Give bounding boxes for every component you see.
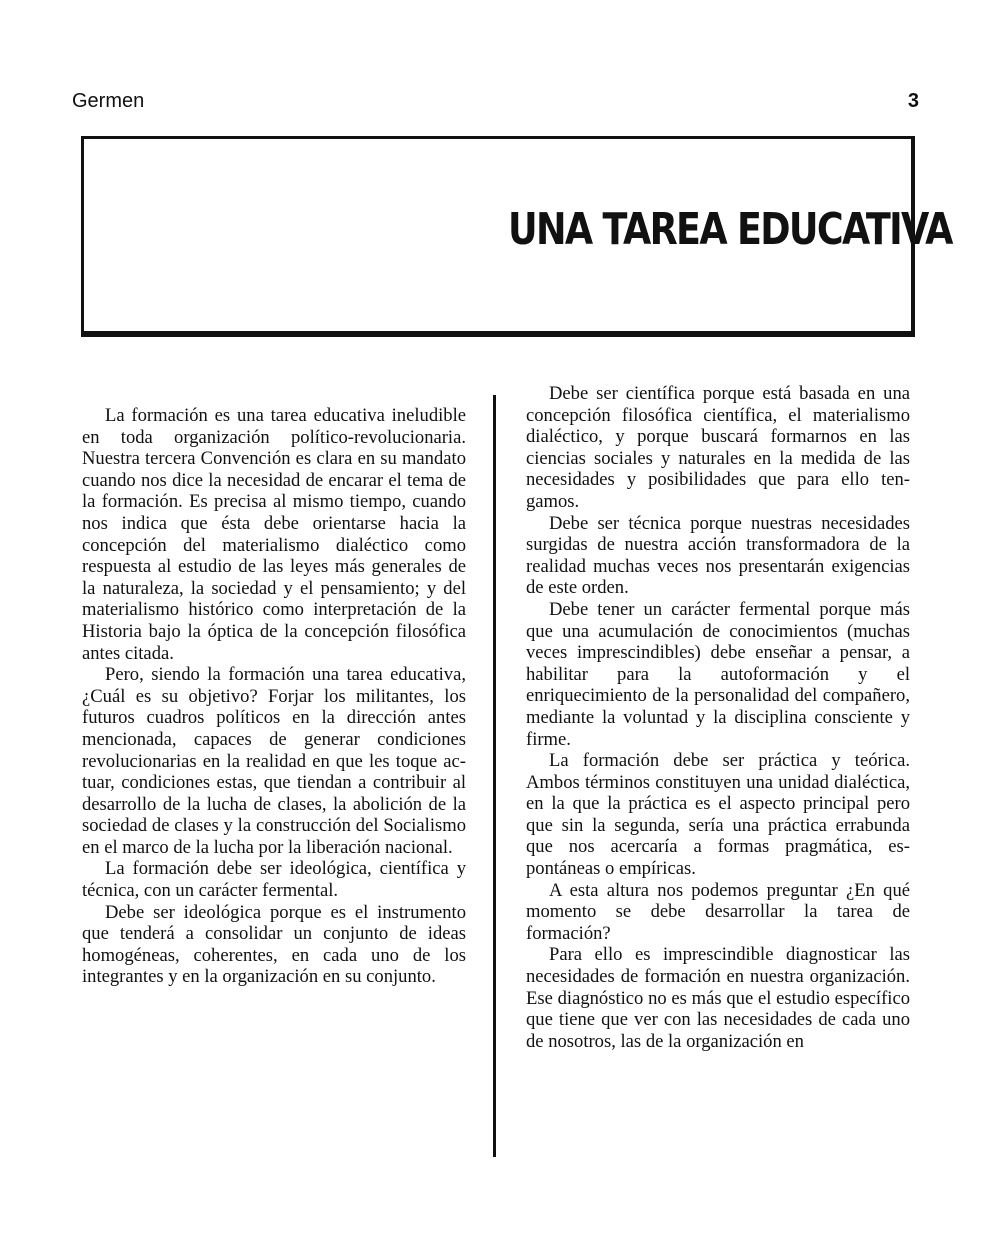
article-title: UNA TAREA EDUCATIVA [508,204,952,255]
paragraph: Debe ser científica porque está basada en una concepción filosófica científica, el materialismo dialéctico, y porque buscará formarnos en las ciencias sociales y naturales en la medida de las necesidades y posibilidades que para ello tengamos. [526,383,910,512]
paragraph: Debe ser ideológica porque es el instrumento que tenderá a consolidar un conjunto de ideas homogéneas, coherentes, en cada uno de los integrantes y en la organización en su conjunto. [82,901,466,988]
column-divider [493,395,496,1157]
paragraph: La formación debe ser ideológica, científica y técnica, con un carácter fermental. [82,858,466,902]
publication-name: Germen [72,90,145,112]
paragraph: Pero, siendo la formación una tarea educativa, ¿Cuál es su objetivo? Forjar los militantes, los futuros cuadros políticos en la dirección antes mencionada, capaces de generar condiciones revolucionarias en la realidad en que les toque actuar, condiciones estas, que tiendan a contribuir al desarrollo de la lucha de clases, la abolición de la sociedad de clases y la construcción del Socialismo en el marco de la lucha por la liberación nacional. [82,664,466,858]
paragraph: Debe tener un carácter fermental porque más que una acumulación de conocimientos (muchas veces imprescindibles) debe enseñar a pensar, a habilitar para la autoformación y el enriquecimiento de la personalidad del compañero, mediante la voluntad y la disciplina consciente y firme. [526,598,910,750]
paragraph: La formación debe ser práctica y teórica. Ambos términos constituyen una unidad dialéctica, en la que la práctica es el aspecto principal pero que sin la segunda, sería una práctica errabunda que nos acercaría a formas pragmática, espontáneas o empíricas. [526,750,910,880]
left-column [82,405,466,988]
paragraph: Para ello es imprescindible diagnosticar las necesidades de formación en nuestra organización. Ese diagnóstico no es más que el estudio específico que tiene que ver con las necesidades de cada uno de nosotros, las de la organización en [526,944,910,1052]
right-column [526,383,910,1052]
paragraph: La formación es una tarea educativa ineludible en toda organización político-revolucionaria. Nuestra tercera Convención es clara en su mandato cuando nos dice la necesidad de encarar el tema de la formación. Es precisa al mismo tiempo, cuando nos indica que ésta debe orientarse hacia la concepción del materialismo dialéctico como respuesta al estudio de las leyes más generales de la naturaleza, la sociedad y el pensamiento; y del materialismo histórico como interpretación de la Historia bajo la óptica de la concepción filosófica antes citada. [82,405,466,664]
page-number: 3 [907,90,919,112]
paragraph: A esta altura nos podemos preguntar ¿En qué momento se debe desarrollar la tarea de formación? [526,879,910,944]
paragraph: Debe ser técnica porque nuestras necesidades surgidas de nuestra acción transformadora de la realidad muchas veces nos presentarán exigencias de este orden. [526,512,910,599]
